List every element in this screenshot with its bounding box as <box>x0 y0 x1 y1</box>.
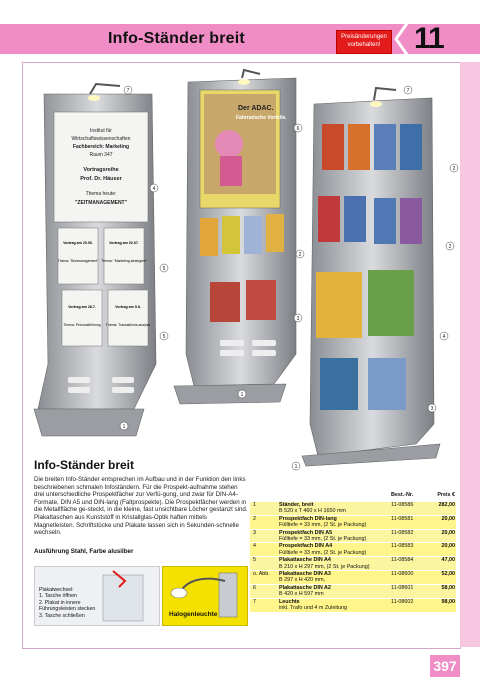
table-row: 2 Prospektfach DIN-lang Fülltiefe = 33 mm, (2 St. je Packung) 11-08581 20,00 <box>250 515 456 529</box>
svg-text:1: 1 <box>122 424 126 430</box>
table-row: 1 Ständer, breit B 520 x T 460 x H 1650 mm 11-08586 282,00 <box>250 501 456 515</box>
inset-halogen-lamp <box>162 566 248 626</box>
table-row: 5 Plakattasche DIN A4 B 210 x H 297 mm, (2 St. je Packung) 11-08584 47,00 <box>250 556 456 570</box>
table-row: o. Abb. Plakattasche DIN A3 B 297 x H 420 mm, 11-08600 52,00 <box>250 570 456 584</box>
spec-line: Ausführung Stahl, Farbe alusilber <box>34 548 134 555</box>
svg-text:5: 5 <box>162 334 166 340</box>
svg-text:4: 4 <box>152 186 156 192</box>
table-row: 4 Prospektfach DIN A4 Fülltiefe = 33 mm, (2 St. je Packung) 11-08583 20,00 <box>250 542 456 556</box>
svg-text:Vortrag am 02.07.: Vortrag am 02.07. <box>109 241 139 245</box>
header-price: Preis € <box>437 492 455 498</box>
inset-lamp-label: Halogenleuchte <box>169 611 218 618</box>
svg-text:6: 6 <box>296 126 300 132</box>
inset-step: 2. Plakat in innere <box>39 599 81 606</box>
svg-text:5: 5 <box>162 266 166 272</box>
header-art: Best.-Nr. <box>391 492 414 498</box>
chevron-icon <box>392 20 412 58</box>
price-note-badge: Preisänderungen vorbehalten! <box>336 30 392 54</box>
svg-text:Thema: Transaktions-analyse: Thema: Transaktions-analyse <box>105 323 151 327</box>
inset-paper-change <box>34 566 160 626</box>
table-row: 6 Plakattasche DIN A2 B 420 x H 597 mm 11-08601 58,00 <box>250 584 456 598</box>
inset-step: 1. Tasche öffnen <box>39 593 77 600</box>
svg-text:2: 2 <box>298 252 302 258</box>
section-description: Die breiten Info-Ständer entsprechen im Aufbau und in der Funktion den links beschriebenen schmalen Infoständern. Für die Prospekt-aufnahme stehen drei unterschiedliche Prospektfächer zur Verfü-gung, und zwar für DIN-A4-Formate, DIN A5 und DIN-lang (Faltprospekte). Die Prospektfächer werden in die Metallfläche ge-steckt, in die kleine, fast unsichtbare Löcher gestanzt sind. Plakattaschen aus Kunststoff in Kristallglas-Optik haften mittels Magnetleisten. Schriftstücke und Plakate lassen sich in Sekunden-schnelle wechseln. <box>34 476 248 537</box>
svg-text:"ZEITMANAGEMENT": "ZEITMANAGEMENT" <box>75 200 127 206</box>
price-table <box>250 492 456 612</box>
side-strip <box>460 62 480 647</box>
svg-text:Thema heute:: Thema heute: <box>85 191 117 197</box>
svg-text:Thema: "Bonmanagement": Thema: "Bonmanagement" <box>57 259 99 263</box>
svg-text:Wirtschaftswissenschaften: Wirtschaftswissenschaften <box>71 136 131 142</box>
inset-title: Plakatwechsel: <box>39 587 74 593</box>
page-title: Info-Ständer breit <box>108 30 245 47</box>
poster-line1: Der ADAC. <box>238 105 274 112</box>
sign-line: Institut für <box>90 128 112 134</box>
svg-text:Fachbereich: Marketing: Fachbereich: Marketing <box>72 144 130 150</box>
svg-text:1: 1 <box>294 464 298 470</box>
stand-right <box>302 88 440 466</box>
svg-text:Fahrradsche Vorteile.: Fahrradsche Vorteile. <box>236 115 287 121</box>
table-header <box>250 492 456 501</box>
svg-text:Vortrag am 28.7.: Vortrag am 28.7. <box>68 305 96 309</box>
table-row: 7 Leuchte inkl. Trafo und 4 m Zuleitung 11-08602 98,00 <box>250 598 456 612</box>
svg-text:1: 1 <box>240 392 244 398</box>
svg-text:7: 7 <box>406 88 410 94</box>
svg-text:2: 2 <box>452 166 456 172</box>
svg-text:2: 2 <box>448 244 452 250</box>
inset-step: Führungsleisten stecken <box>39 606 96 613</box>
svg-text:Vortragsreihe: Vortragsreihe <box>83 167 119 173</box>
stand-middle <box>174 70 296 404</box>
svg-text:Thema: Personalführung: Thema: Personalführung <box>63 323 101 327</box>
chapter-number: 11 <box>414 22 444 55</box>
stand-left <box>34 84 156 436</box>
svg-text:3: 3 <box>296 316 300 322</box>
svg-text:Raum 347: Raum 347 <box>89 152 113 158</box>
section-title: Info-Ständer breit <box>34 458 135 472</box>
table-row: 3 Prospektfach DIN A5 Fülltiefe = 33 mm, (2 St. je Packung) 11-08582 20,00 <box>250 529 456 543</box>
page-number: 397 <box>430 655 460 677</box>
svg-text:3: 3 <box>430 406 434 412</box>
svg-text:Vortrag am 20.06.: Vortrag am 20.06. <box>63 241 93 245</box>
svg-text:4: 4 <box>442 334 446 340</box>
svg-text:7: 7 <box>126 88 130 94</box>
svg-text:Thema: "Marketing-strategien": Thema: "Marketing-strategien" <box>101 259 147 263</box>
svg-text:Prof. Dr. Häuser: Prof. Dr. Häuser <box>80 176 122 182</box>
svg-text:Vortrag am 5.8.: Vortrag am 5.8. <box>115 305 141 309</box>
inset-step: 3. Tasche schließen <box>39 612 85 619</box>
